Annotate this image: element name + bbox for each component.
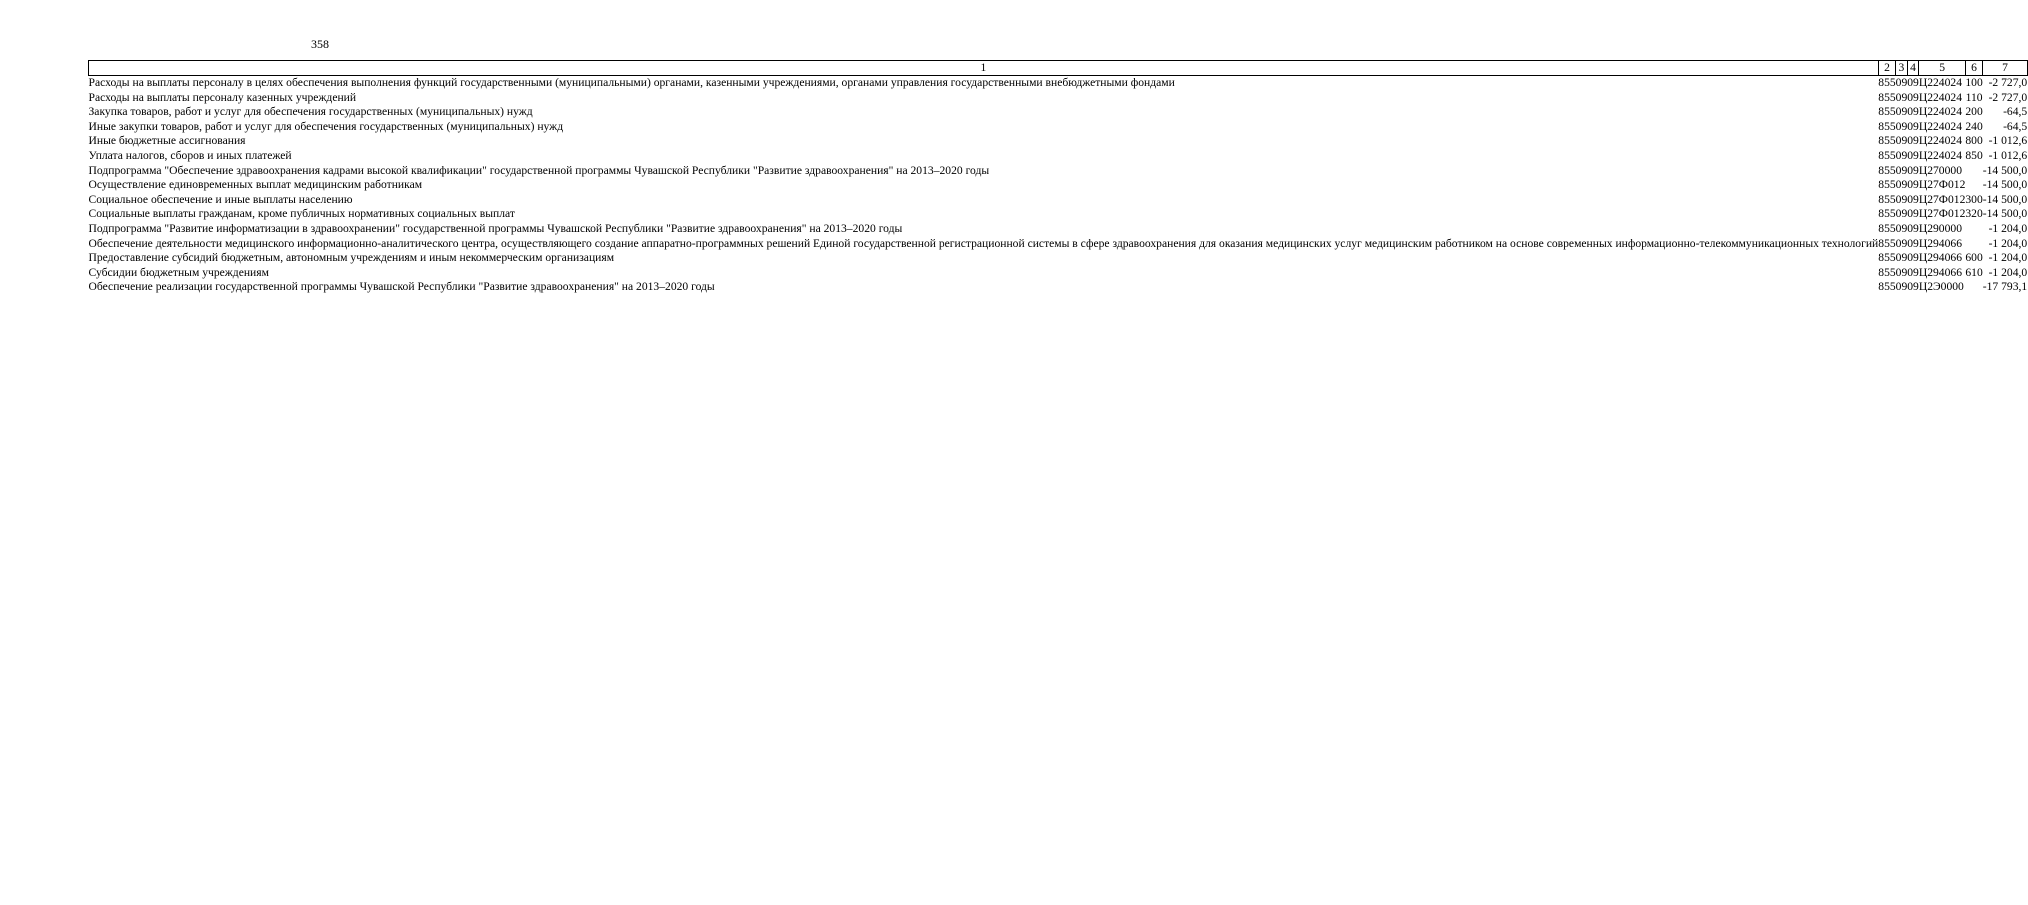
- row-name-cell: Осуществление единовременных выплат медицинским работникам: [88, 178, 423, 192]
- row-expense-type-cell: [1965, 237, 1982, 252]
- row-name-cell: Уплата налогов, сборов и иных платежей: [88, 148, 292, 162]
- row-expense-type-cell: 850: [1965, 148, 1983, 162]
- table-row: [89, 193, 2028, 208]
- row-expense-type-cell: 610: [1965, 265, 1983, 279]
- row-subsection-cell: 09: [1907, 192, 1919, 206]
- row-target-article-cell: Ц224024: [1918, 148, 1962, 162]
- table-row: [89, 178, 2028, 193]
- column-header: 5: [1919, 61, 1966, 76]
- row-target-article-cell: Ц294066: [1918, 236, 1962, 250]
- row-subsection-cell: 09: [1907, 119, 1919, 133]
- row-code-cell: 855: [1878, 236, 1896, 250]
- row-code-cell: 855: [1878, 221, 1896, 235]
- row-subsection-cell: 09: [1907, 148, 1919, 162]
- row-target-article-cell: Ц224024: [1918, 105, 1962, 119]
- row-name-cell: Обеспечение деятельности медицинского информационно-аналитического центра, осуществляющего создание аппаратно-программных решений Единой государственной регистрационной системы в сфере здравоохранения для оказания медицинских услуг медицинским работником на основе современных информационно-телекоммуникационных технологий: [88, 236, 1879, 250]
- row-target-article-cell: Ц224024: [1918, 90, 1962, 104]
- row-name-cell: Предоставление субсидий бюджетным, автономным учреждениям и иным некоммерческим организациям: [88, 251, 615, 265]
- row-amount-cell: -14 500,0: [1982, 192, 2028, 206]
- row-name-cell: Расходы на выплаты персоналу казенных учреждений: [88, 90, 357, 104]
- row-target-article-cell: Ц224024: [1918, 76, 1962, 89]
- row-expense-type-cell: 110: [1965, 90, 1983, 104]
- row-target-article-cell: Ц224024: [1918, 119, 1962, 133]
- budget-table: [88, 60, 2028, 295]
- row-section-cell: 09: [1895, 134, 1908, 148]
- table-row: [89, 120, 2028, 135]
- row-code-cell: 855: [1878, 265, 1896, 279]
- row-expense-type-cell: 300: [1965, 192, 1983, 206]
- row-target-article-cell: Ц270000: [1918, 163, 1962, 177]
- row-section-cell: 09: [1895, 236, 1908, 250]
- row-amount-cell: -17 793,1: [1982, 280, 2028, 294]
- table-row: [89, 266, 2028, 281]
- row-expense-type-cell: 800: [1965, 134, 1983, 148]
- row-expense-type-cell: [1965, 164, 1982, 179]
- table-row: [89, 76, 2028, 91]
- row-code-cell: 855: [1878, 105, 1896, 119]
- row-section-cell: 09: [1895, 192, 1908, 206]
- row-amount-cell: -64,5: [2003, 119, 2028, 133]
- row-target-article-cell: Ц2Э0000: [1918, 280, 1964, 294]
- row-amount-cell: -1 204,0: [1988, 265, 2028, 279]
- row-subsection-cell: 09: [1907, 134, 1919, 148]
- row-code-cell: 855: [1878, 119, 1896, 133]
- row-amount-cell: -1 204,0: [1988, 236, 2028, 250]
- row-subsection-cell: 09: [1907, 163, 1919, 177]
- row-target-article-cell: Ц290000: [1918, 221, 1962, 235]
- page-number: 358: [311, 37, 329, 51]
- row-subsection-cell: 09: [1907, 265, 1919, 279]
- row-code-cell: 855: [1878, 207, 1896, 221]
- row-code-cell: 855: [1878, 76, 1896, 89]
- row-section-cell: 09: [1895, 221, 1908, 235]
- row-expense-type-cell: 600: [1965, 251, 1983, 265]
- row-code-cell: 855: [1878, 163, 1896, 177]
- row-target-article-cell: Ц27Ф012: [1918, 192, 1966, 206]
- table-row: [89, 207, 2028, 222]
- row-code-cell: 855: [1878, 251, 1896, 265]
- row-subsection-cell: 09: [1907, 251, 1919, 265]
- column-header: 3: [1896, 61, 1908, 76]
- table-header-row: [89, 61, 2028, 76]
- row-name-cell: Иные закупки товаров, работ и услуг для обеспечения государственных (муниципальных) нужд: [88, 119, 564, 133]
- row-subsection-cell: 09: [1907, 236, 1919, 250]
- table-row: [89, 251, 2028, 266]
- row-code-cell: 855: [1878, 178, 1896, 192]
- row-name-cell: Обеспечение реализации государственной программы Чувашской Республики "Развитие здравоохранения" на 2013–2020 годы: [88, 280, 715, 294]
- row-section-cell: 09: [1895, 148, 1908, 162]
- row-name-cell: Социальные выплаты гражданам, кроме публичных нормативных социальных выплат: [88, 207, 515, 221]
- row-code-cell: 855: [1878, 280, 1896, 294]
- row-expense-type-cell: 320: [1965, 207, 1983, 221]
- row-amount-cell: -1 012,6: [1988, 134, 2028, 148]
- row-subsection-cell: 09: [1907, 280, 1919, 294]
- row-subsection-cell: 09: [1907, 207, 1919, 221]
- row-target-article-cell: Ц294066: [1918, 265, 1962, 279]
- row-expense-type-cell: [1965, 280, 1982, 295]
- row-amount-cell: -2 727,0: [1988, 90, 2028, 104]
- row-section-cell: 09: [1895, 251, 1908, 265]
- row-amount-cell: -14 500,0: [1982, 178, 2028, 192]
- row-expense-type-cell: [1965, 178, 1982, 193]
- row-amount-cell: -14 500,0: [1982, 207, 2028, 221]
- row-section-cell: 09: [1895, 280, 1908, 294]
- row-target-article-cell: Ц294066: [1918, 251, 1962, 265]
- column-header: 1: [89, 61, 1879, 76]
- table-row: [89, 105, 2028, 120]
- table-body: [89, 76, 2028, 295]
- row-section-cell: 09: [1895, 105, 1908, 119]
- row-name-cell: Подпрограмма "Развитие информатизации в здравоохранении" государственной программы Чувашской Республики "Развитие здравоохранения" на 2013–2020 годы: [88, 221, 903, 235]
- row-subsection-cell: 09: [1907, 178, 1919, 192]
- row-subsection-cell: 09: [1907, 90, 1919, 104]
- row-code-cell: 855: [1878, 192, 1896, 206]
- row-section-cell: 09: [1895, 119, 1908, 133]
- row-amount-cell: -1 012,6: [1988, 148, 2028, 162]
- row-subsection-cell: 09: [1907, 105, 1919, 119]
- row-amount-cell: -2 727,0: [1988, 76, 2028, 89]
- table-row: [89, 280, 2028, 295]
- column-header: 4: [1907, 61, 1919, 76]
- row-code-cell: 855: [1878, 134, 1896, 148]
- row-code-cell: 855: [1878, 90, 1896, 104]
- row-section-cell: 09: [1895, 178, 1908, 192]
- row-section-cell: 09: [1895, 76, 1908, 89]
- row-expense-type-cell: 100: [1965, 76, 1983, 89]
- row-target-article-cell: Ц27Ф012: [1918, 178, 1966, 192]
- row-amount-cell: -64,5: [2003, 105, 2028, 119]
- row-subsection-cell: 09: [1907, 76, 1919, 89]
- row-amount-cell: -1 204,0: [1988, 221, 2028, 235]
- row-code-cell: 855: [1878, 148, 1896, 162]
- row-section-cell: 09: [1895, 163, 1908, 177]
- table-row: [89, 134, 2028, 149]
- column-header: 2: [1878, 61, 1895, 76]
- row-target-article-cell: Ц27Ф012: [1918, 207, 1966, 221]
- row-name-cell: Расходы на выплаты персоналу в целях обеспечения выполнения функций государственными (муниципальными) органами, казенными учреждениями, органами управления государственными внебюджетными фондами: [88, 76, 1175, 89]
- column-header: 7: [1983, 61, 2027, 76]
- row-name-cell: Социальное обеспечение и иные выплаты населению: [88, 192, 353, 206]
- row-name-cell: Закупка товаров, работ и услуг для обеспечения государственных (муниципальных) нужд: [88, 105, 533, 119]
- row-section-cell: 09: [1895, 265, 1908, 279]
- row-target-article-cell: Ц224024: [1918, 134, 1962, 148]
- table-row: [89, 164, 2028, 179]
- row-section-cell: 09: [1895, 207, 1908, 221]
- table-row: [89, 91, 2028, 106]
- row-subsection-cell: 09: [1907, 221, 1919, 235]
- row-expense-type-cell: [1965, 222, 1982, 237]
- column-header: 6: [1965, 61, 1982, 76]
- row-name-cell: Иные бюджетные ассигнования: [88, 134, 246, 148]
- row-name-cell: Субсидии бюджетным учреждениям: [88, 265, 269, 279]
- table-row: [89, 149, 2028, 164]
- row-amount-cell: -1 204,0: [1988, 251, 2028, 265]
- row-amount-cell: -14 500,0: [1982, 163, 2028, 177]
- table-row: [89, 237, 2028, 252]
- row-expense-type-cell: 200: [1965, 105, 1983, 119]
- row-section-cell: 09: [1895, 90, 1908, 104]
- row-expense-type-cell: 240: [1965, 119, 1983, 133]
- row-name-cell: Подпрограмма "Обеспечение здравоохранения кадрами высокой квалификации" государственной программы Чувашской Республики "Развитие здравоохранения" на 2013–2020 годы: [88, 163, 990, 177]
- table-row: [89, 222, 2028, 237]
